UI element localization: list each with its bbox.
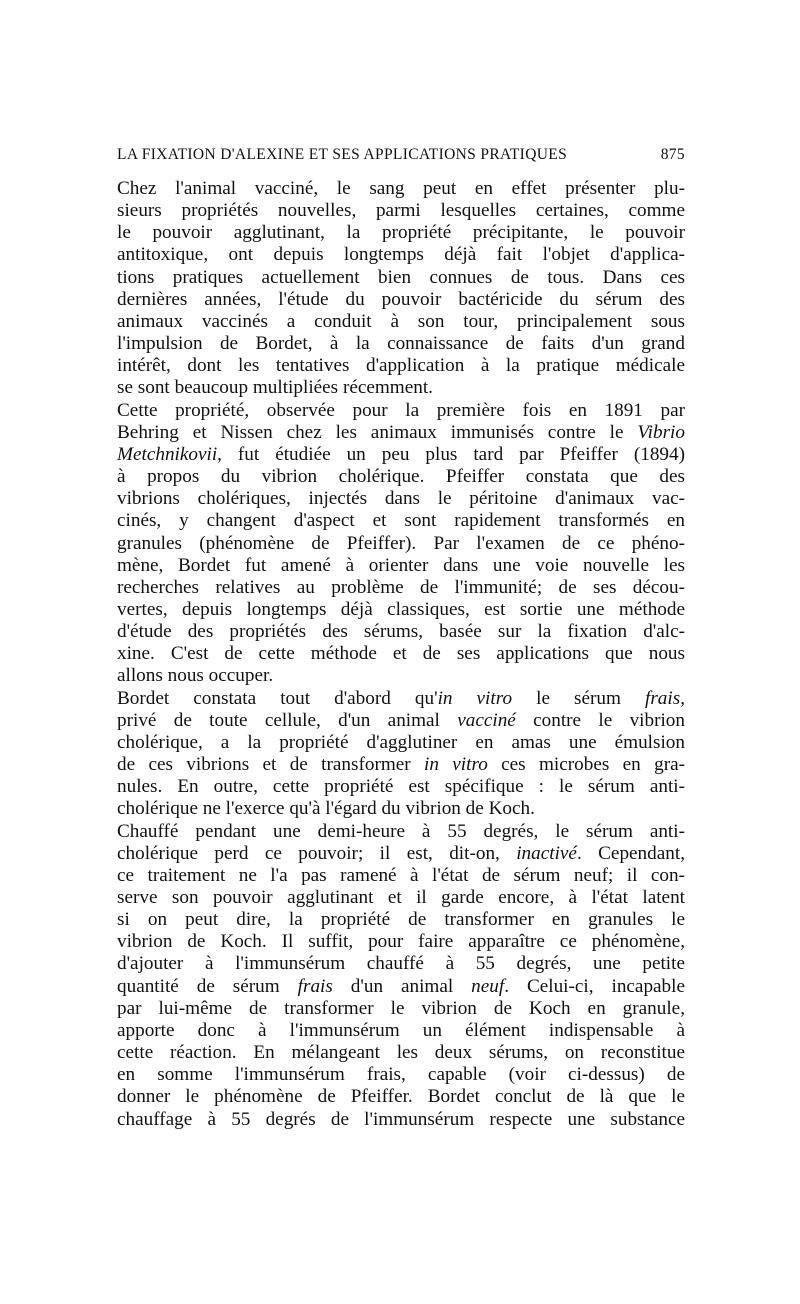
- italic-run: frais: [645, 687, 681, 709]
- text-line: [117, 976, 685, 998]
- text-line: d'étude des propriétés des sérums, basée sur la fixation d'alc-: [117, 621, 685, 643]
- text-line: [117, 843, 685, 865]
- text-run: , fut étudiée un peu plus tard par Pfeiffer (1894): [217, 443, 685, 465]
- running-header: [117, 146, 685, 164]
- text-line: cholérique, a la propriété d'agglutiner en amas une émulsion: [117, 731, 685, 753]
- italic-run: vacciné: [457, 709, 516, 731]
- text-line: [117, 710, 685, 732]
- text-run: ,: [680, 687, 685, 709]
- text-line: nules. En outre, cette propriété est spécifique : le sérum anti-: [117, 776, 685, 798]
- text-line: [117, 688, 685, 710]
- text-line: par lui-même de transformer le vibrion de Koch en granule,: [117, 997, 685, 1019]
- text-run: le sérum: [512, 687, 645, 709]
- text-run: quantité de sérum: [117, 975, 298, 997]
- text-line: granules (phénomène de Pfeiffer). Par l'examen de ce phéno-: [117, 532, 685, 554]
- text-line: se sont beaucoup multipliées récemment.: [117, 377, 433, 399]
- text-line: cholérique ne l'exerce qu'à l'égard du vibrion de Koch.: [117, 798, 535, 820]
- italic-run: frais: [297, 975, 333, 997]
- text-line: Cette propriété, observée pour la première fois en 1891 par: [117, 399, 685, 421]
- paragraph-3: [117, 688, 685, 821]
- text-run: d'un animal: [332, 975, 472, 997]
- text-line: sieurs propriétés nouvelles, parmi lesquelles certaines, comme: [117, 200, 685, 222]
- italic-run: neuf: [471, 975, 505, 997]
- text-run: Behring et Nissen chez les animaux immunisés contre le: [117, 421, 638, 443]
- text-line: donner le phénomène de Pfeiffer. Bordet conclut de là que le: [117, 1086, 685, 1108]
- body-text: [117, 178, 685, 1131]
- text-run: contre le vibrion: [515, 709, 685, 731]
- text-line: allons nous occuper.: [117, 665, 274, 687]
- text-line: dernières années, l'étude du pouvoir bactéricide du sérum des: [117, 288, 685, 310]
- text-run: Bordet constata tout d'abord qu': [117, 687, 438, 709]
- text-line: [117, 422, 685, 444]
- text-line: à propos du vibrion cholérique. Pfeiffer constata que des: [117, 466, 685, 488]
- running-title: LA FIXATION D'ALEXINE ET SES APPLICATIONS PRATIQUES: [117, 146, 568, 163]
- text-run: privé de toute cellule, d'un animal: [117, 709, 458, 731]
- text-line: vertes, depuis longtemps déjà classiques, est sortie une méthode: [117, 598, 685, 620]
- text-line: recherches relatives au problème de l'immunité; de ses décou-: [117, 576, 685, 598]
- text-line: xine. C'est de cette méthode et de ses applications que nous: [117, 643, 685, 665]
- text-line: serve son pouvoir agglutinant et il garde encore, à l'état latent: [117, 887, 685, 908]
- text-line: [117, 444, 685, 466]
- italic-run: Vibrio: [637, 421, 685, 443]
- paragraph-2: [117, 400, 685, 688]
- text-line: cette réaction. En mélangeant les deux sérums, on reconstitue: [117, 1042, 685, 1064]
- text-line: vibrion de Koch. Il suffit, pour faire apparaître ce phénomène,: [117, 931, 685, 953]
- text-line: l'impulsion de Bordet, à la connaissance de faits d'un grand: [117, 333, 685, 355]
- text-line: apporte donc à l'immunsérum un élément indispensable à: [117, 1019, 685, 1041]
- text-line: vibrions cholériques, injectés dans le péritoine d'animaux vac-: [117, 488, 685, 510]
- text-line: ce traitement ne l'a pas ramené à l'état de sérum neuf; il con-: [117, 864, 685, 886]
- text-line: antitoxique, ont depuis longtemps déjà fait l'objet d'applica-: [117, 244, 685, 266]
- text-line: tions pratiques actuellement bien connues de tous. Dans ces: [117, 266, 685, 288]
- paragraph-1: [117, 178, 685, 400]
- italic-run: Metchnikovii: [117, 443, 218, 465]
- italic-run: in vitro: [424, 754, 488, 776]
- text-line: [117, 754, 685, 776]
- text-line: si on peut dire, la propriété de transformer en granules le: [117, 909, 685, 931]
- italic-run: in vitro: [437, 687, 513, 709]
- text-line: d'ajouter à l'immunsérum chauffé à 55 degrés, une petite: [117, 953, 685, 975]
- text-line: animaux vaccinés a conduit à son tour, principalement sous: [117, 310, 685, 332]
- text-run: . Celui-ci, incapable: [504, 975, 686, 997]
- text-run: cholérique perd ce pouvoir; il est, dit-on,: [117, 842, 517, 864]
- text-line: en somme l'immunsérum frais, capable (voir ci-dessus) de: [117, 1064, 685, 1086]
- text-line: Chauffé pendant une demi-heure à 55 degrés, le sérum anti-: [117, 820, 685, 842]
- text-line: chauffage à 55 degrés de l'immunsérum respecte une substance: [117, 1108, 685, 1130]
- text-run: de ces vibrions et de transformer: [117, 754, 424, 776]
- paragraph-4: [117, 821, 685, 1131]
- text-line: mène, Bordet fut amené à orienter dans une voie nouvelle les: [117, 554, 685, 576]
- page-number: 875: [660, 146, 685, 163]
- text-run: ces microbes en gra-: [487, 754, 685, 776]
- text-run: . Cependant,: [576, 842, 685, 864]
- text-line: cinés, y changent d'aspect et sont rapidement transformés en: [117, 510, 685, 532]
- text-line: Chez l'animal vacciné, le sang peut en effet présenter plu-: [117, 178, 685, 199]
- text-line: intérêt, dont les tentatives d'application à la pratique médicale: [117, 355, 685, 377]
- text-line: le pouvoir agglutinant, la propriété précipitante, le pouvoir: [117, 222, 685, 244]
- italic-run: inactivé: [516, 842, 577, 864]
